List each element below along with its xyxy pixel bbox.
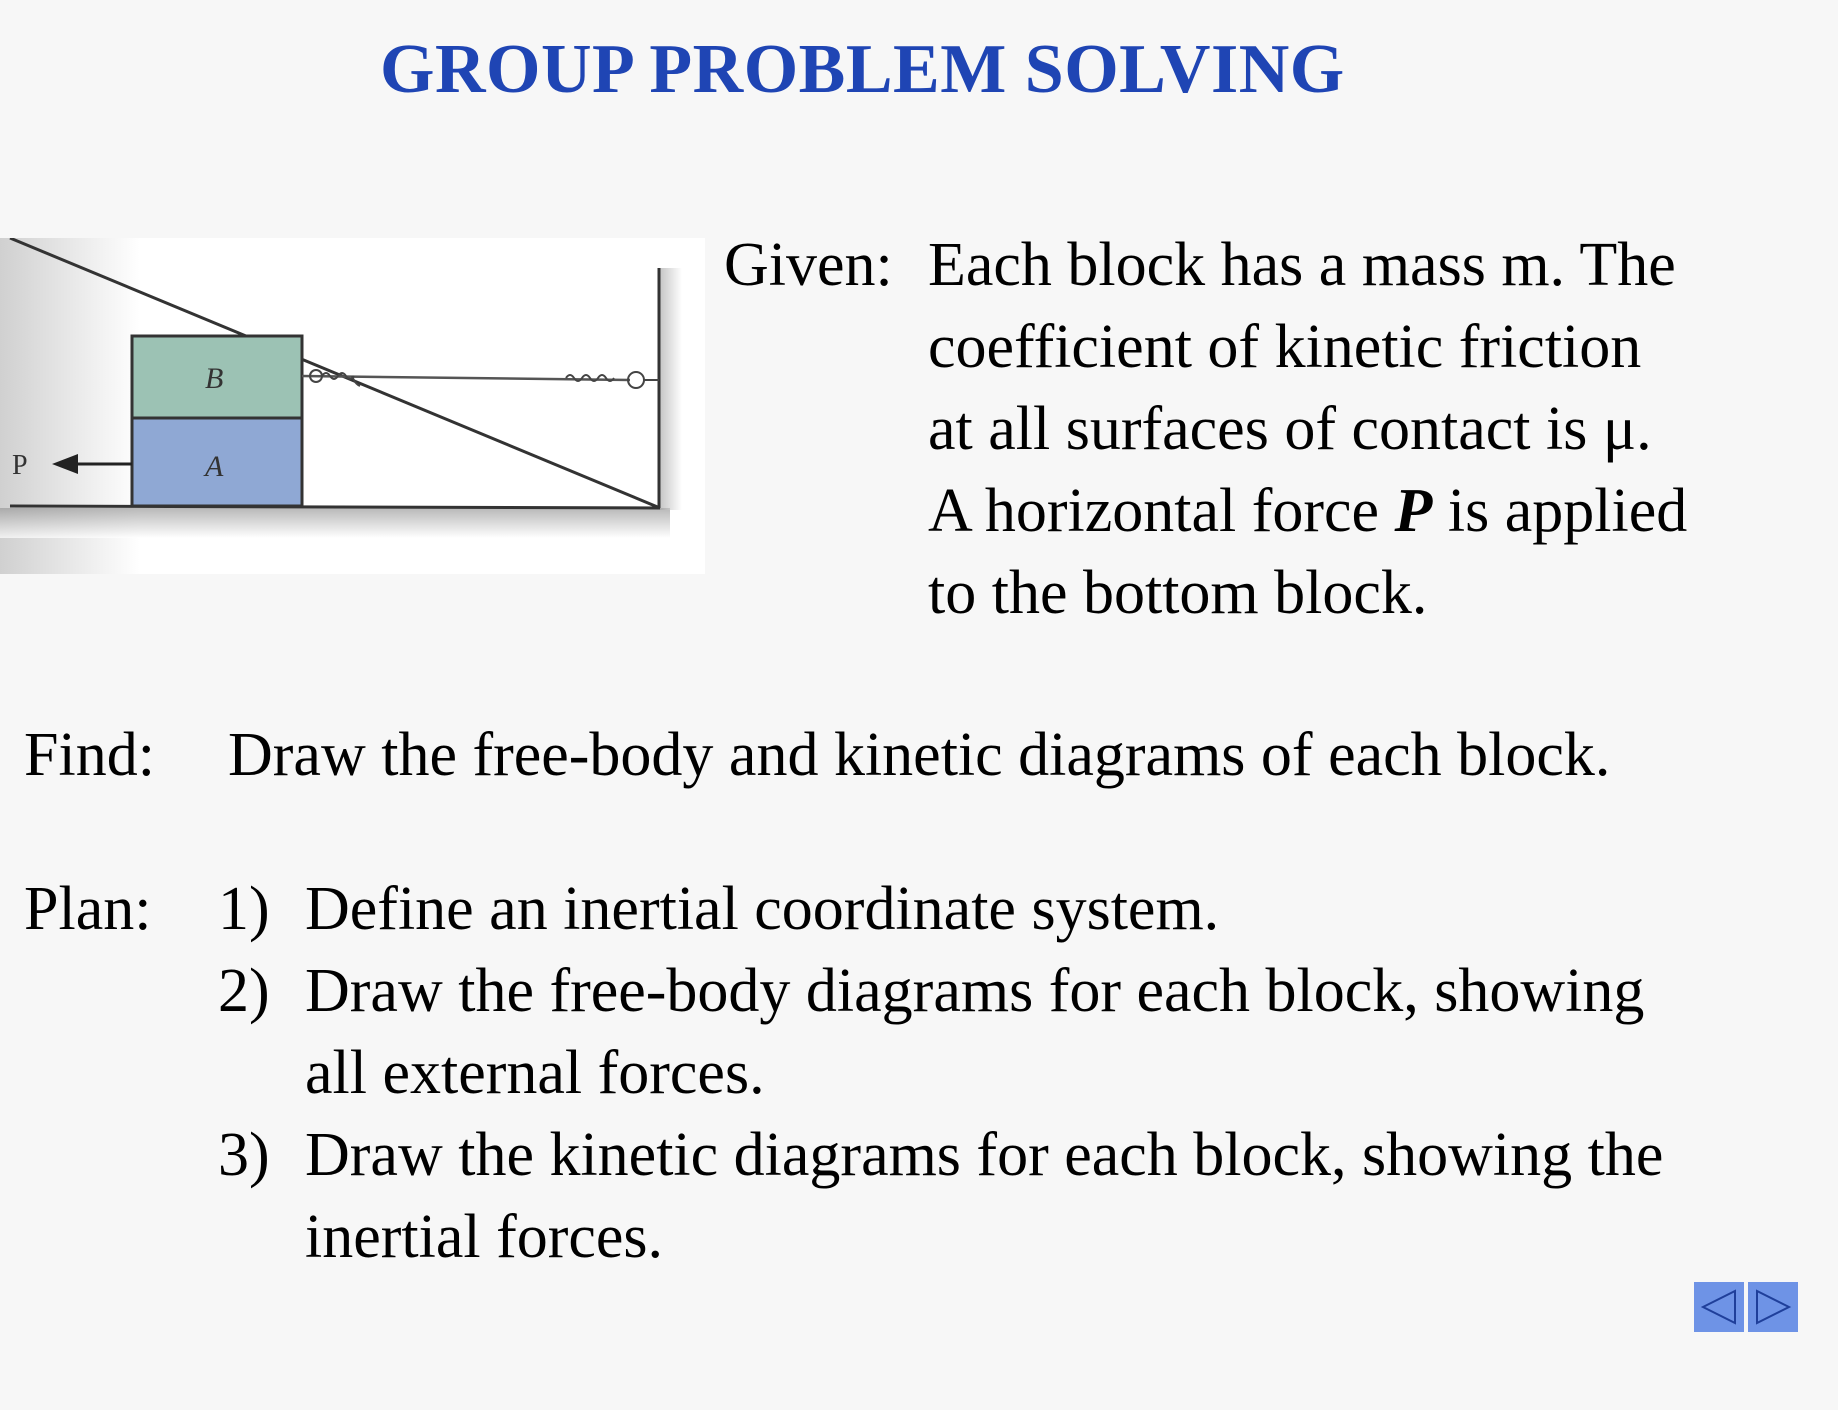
given-line-4-end: is applied bbox=[1432, 477, 1688, 545]
plan-list bbox=[218, 868, 1663, 1278]
plan-item-text: all external forces. bbox=[305, 1039, 765, 1107]
find-label: Find: bbox=[24, 721, 155, 789]
plan-item-3 bbox=[218, 1114, 1663, 1278]
block-a-label: A bbox=[205, 450, 224, 483]
force-symbol: P bbox=[1394, 477, 1433, 545]
right-triangle-icon bbox=[1753, 1287, 1793, 1327]
plan-item-number: 2) bbox=[218, 957, 270, 1025]
given-line-2: coefficient of kinetic friction bbox=[928, 313, 1642, 381]
plan-item-text: Draw the kinetic diagrams for each block, showing the bbox=[305, 1121, 1664, 1189]
plan-label: Plan: bbox=[24, 875, 152, 943]
block-b-label: B bbox=[205, 362, 224, 395]
slide-title: GROUP PROBLEM SOLVING bbox=[380, 31, 1345, 108]
given-line-4 bbox=[928, 470, 1687, 552]
slide-navigation bbox=[1694, 1282, 1798, 1332]
given-label: Given: bbox=[724, 231, 893, 299]
given-line-5: to the bottom block. bbox=[928, 559, 1428, 627]
plan-item-2 bbox=[218, 950, 1663, 1114]
previous-slide-button[interactable] bbox=[1694, 1282, 1744, 1332]
plan-item-number: 3) bbox=[218, 1121, 270, 1189]
ground-line bbox=[10, 506, 660, 508]
plan-item-text: inertial forces. bbox=[305, 1203, 664, 1271]
plan-item-1 bbox=[218, 868, 1663, 950]
blocks-diagram bbox=[0, 238, 705, 574]
given-text bbox=[928, 224, 1687, 634]
find-text: Draw the free-body and kinetic diagrams of each block. bbox=[228, 721, 1611, 789]
given-line-4-start: A horizontal force bbox=[928, 477, 1395, 545]
plan-item-number: 1) bbox=[218, 875, 270, 943]
next-slide-button[interactable] bbox=[1748, 1282, 1798, 1332]
plan-item-text: Define an inertial coordinate system. bbox=[305, 875, 1220, 943]
given-line-1: Each block has a mass m. The bbox=[928, 231, 1676, 299]
force-label: P bbox=[12, 450, 28, 481]
given-line-3: at all surfaces of contact is μ. bbox=[928, 395, 1652, 463]
blocks-figure bbox=[0, 238, 705, 574]
left-triangle-icon bbox=[1699, 1287, 1739, 1327]
plan-item-text: Draw the free-body diagrams for each block, showing bbox=[305, 957, 1645, 1025]
